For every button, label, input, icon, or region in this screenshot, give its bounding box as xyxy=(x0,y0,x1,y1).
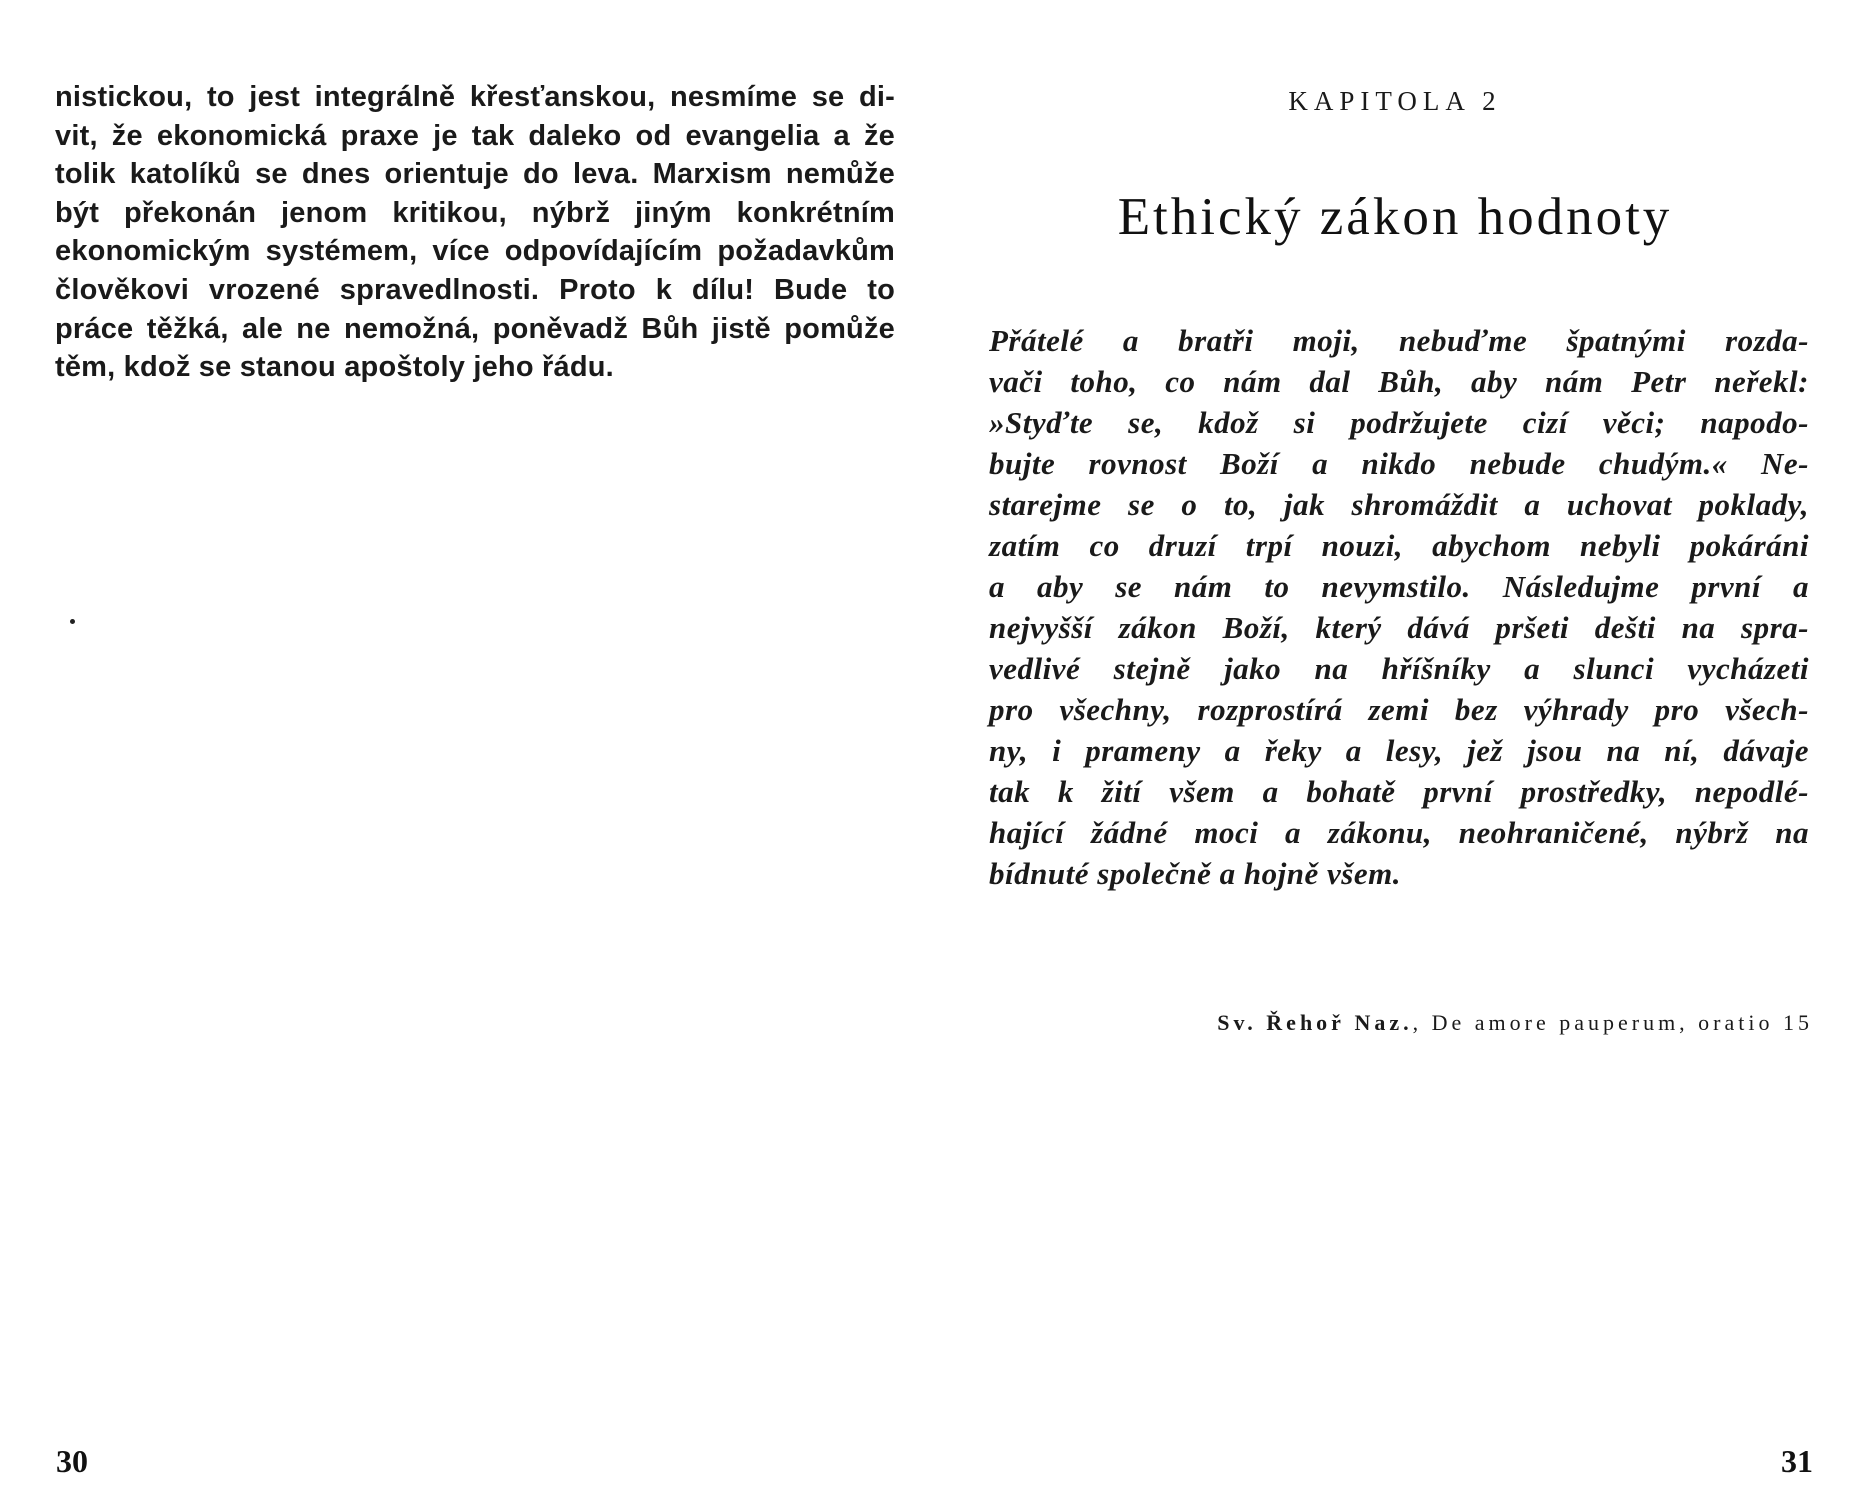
quote-line: bídnuté společně a hojně všem. xyxy=(989,856,1401,891)
quote-line: vači toho, co nám dal Bůh, aby nám Petr neřekl: xyxy=(989,364,1809,399)
text-line: tolik katolíků se dnes orientuje do leva. Marxism nemůže xyxy=(55,158,895,191)
text-line: být překonán jenom kritikou, nýbrž jiným konkrétním xyxy=(55,196,895,229)
quote-line: zatím co druzí trpí nouzi, abychom nebyli pokáráni xyxy=(989,528,1809,563)
citation-source: , De amore pauperum, oratio 15 xyxy=(1412,1010,1813,1035)
quote-line: »Styďte se, kdož si podržujete cizí věci; napodo- xyxy=(989,405,1809,440)
quote-line: tak k žití všem a bohatě první prostředky, nepodlé- xyxy=(989,774,1809,809)
page-number-left: 30 xyxy=(56,1443,88,1479)
text-line: práce těžká, ale ne nemožná, poněvadž Bůh jistě pomůže xyxy=(55,312,895,345)
quote-line: vedlivé stejně jako na hříšníky a slunci vycházeti xyxy=(989,651,1809,686)
quote-line: Přátelé a bratři moji, nebuďme špatnými rozda- xyxy=(989,323,1809,358)
text-line: člověkovi vrozené spravedlnosti. Proto k dílu! Bude to xyxy=(55,273,895,306)
quote-citation xyxy=(1217,1010,1813,1036)
quote-line: hající žádné moci a zákonu, neohraničené, nýbrž na xyxy=(989,815,1809,850)
text-line: ekonomickým systémem, více odpovídajícím požadavkům xyxy=(55,235,895,268)
body-text xyxy=(55,78,895,387)
quote-line: nejvyšší zákon Boží, který dává pršeti dešti na spra- xyxy=(989,610,1809,645)
chapter-label: KAPITOLA 2 xyxy=(1288,86,1502,116)
quote-line: ny, i prameny a řeky a lesy, jež jsou na ní, dávaje xyxy=(989,733,1809,768)
quote-line: bujte rovnost Boží a nikdo nebude chudým.« Ne- xyxy=(989,446,1809,481)
right-page xyxy=(930,0,1860,1500)
chapter-title: Ethický zákon hodnoty xyxy=(1117,188,1673,246)
page-number-right: 31 xyxy=(1781,1443,1813,1479)
quote-line: pro všechny, rozprostírá zemi bez výhrady pro všech- xyxy=(989,692,1809,727)
ink-speck xyxy=(70,619,75,624)
text-line: nistickou, to jest integrálně křesťanskou, nesmíme se di- xyxy=(55,81,895,113)
epigraph-quote xyxy=(989,320,1809,894)
quote-line: starejme se o to, jak shromáždit a uchovat poklady, xyxy=(989,487,1809,522)
citation-author: Sv. Řehoř Naz. xyxy=(1217,1010,1413,1035)
text-line: vit, že ekonomická praxe je tak daleko od evangelia a že xyxy=(55,119,895,152)
text-line: těm, kdož se stanou apoštoly jeho řádu. xyxy=(55,351,614,384)
quote-line: a aby se nám to nevymstilo. Následujme první a xyxy=(989,569,1809,604)
